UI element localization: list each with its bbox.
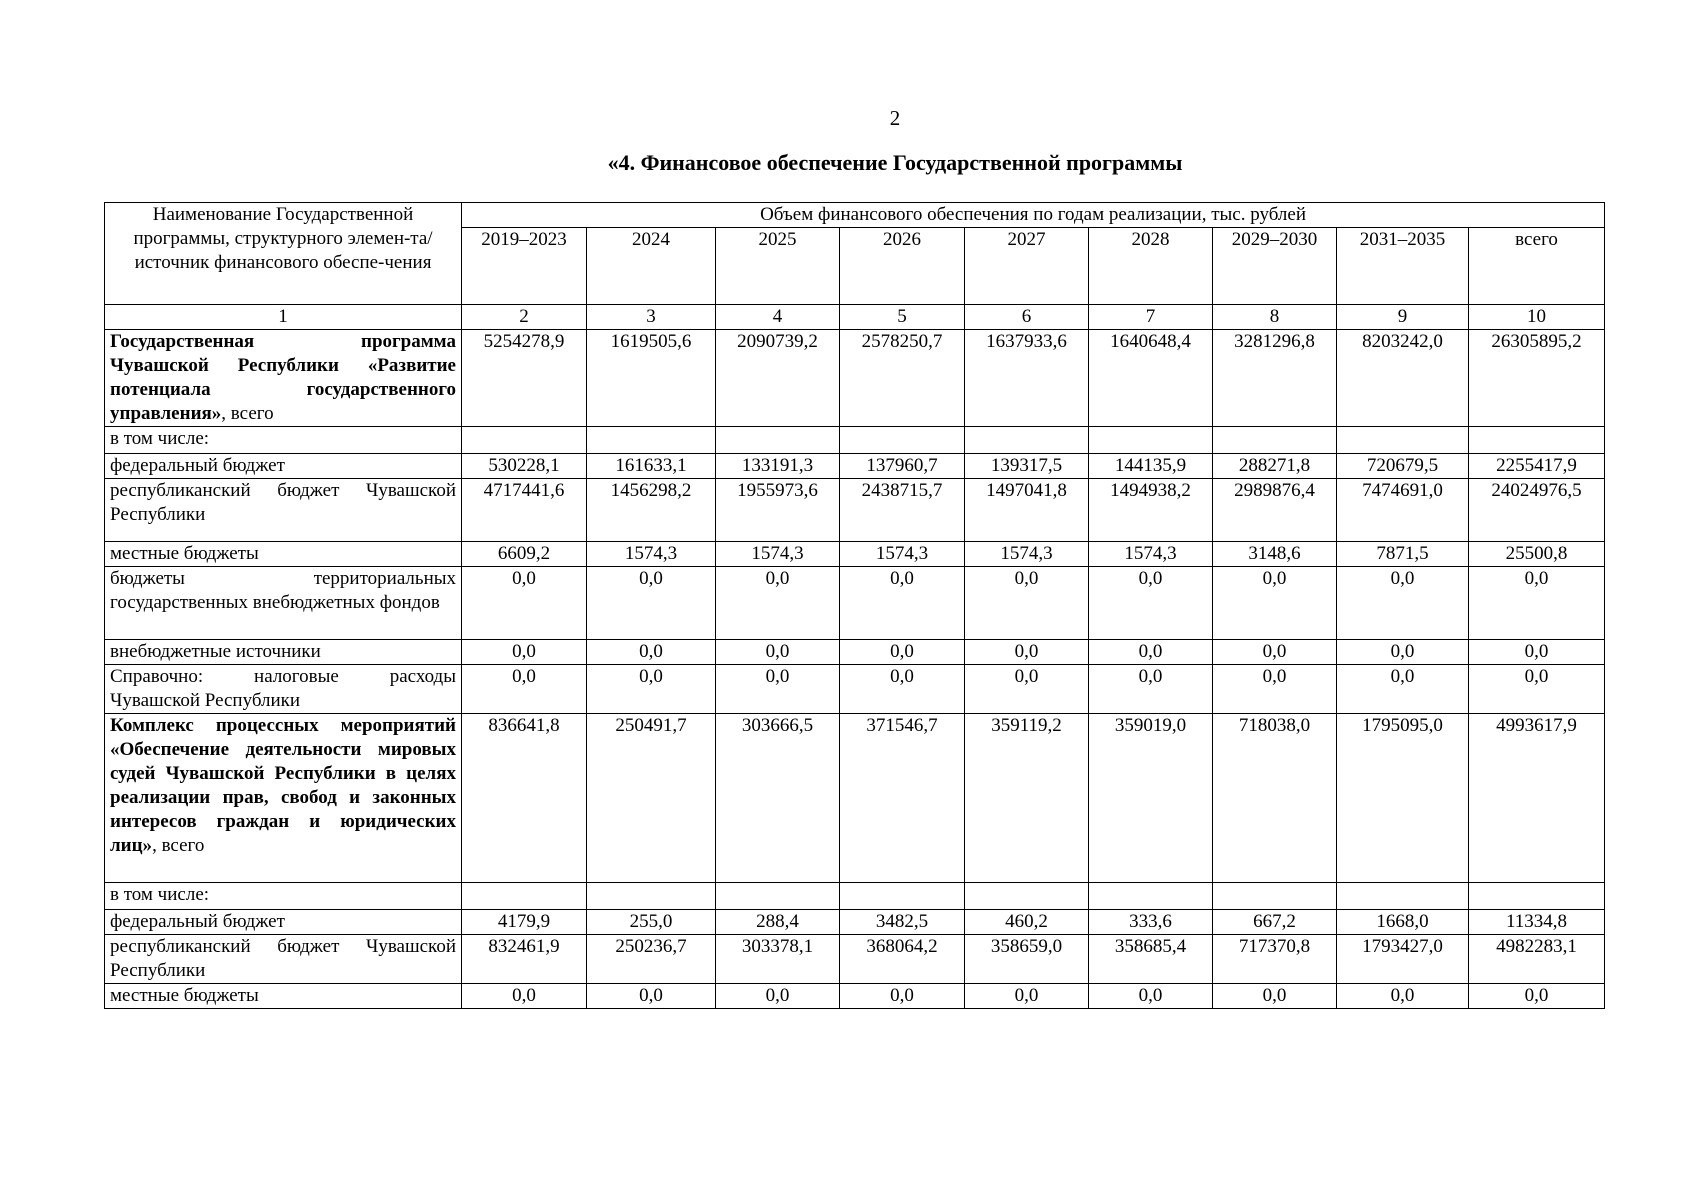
value-cell — [1337, 883, 1469, 910]
header-year: 2026 — [840, 228, 965, 305]
value-cell: 1668,0 — [1337, 910, 1469, 935]
value-cell: 24024976,5 — [1469, 479, 1605, 542]
column-number: 10 — [1469, 305, 1605, 330]
value-cell: 359019,0 — [1089, 714, 1213, 883]
value-cell: 0,0 — [840, 665, 965, 714]
value-cell: 0,0 — [1337, 640, 1469, 665]
value-cell — [716, 427, 840, 454]
column-number: 9 — [1337, 305, 1469, 330]
value-cell: 1456298,2 — [587, 479, 716, 542]
value-cell: 1793427,0 — [1337, 935, 1469, 984]
value-cell: 0,0 — [716, 984, 840, 1009]
row-label-bold: Комплекс процессных мероприятий «Обеспечение деятельности мировых судей Чувашской Республики в целях реализации прав, свобод и законных интересов граждан и юридических лиц» — [110, 715, 456, 856]
column-number: 2 — [462, 305, 587, 330]
value-cell: 460,2 — [965, 910, 1089, 935]
value-cell: 8203242,0 — [1337, 330, 1469, 427]
value-cell: 0,0 — [716, 665, 840, 714]
value-cell: 11334,8 — [1469, 910, 1605, 935]
value-cell: 0,0 — [587, 984, 716, 1009]
table-row — [105, 427, 1605, 454]
table-row — [105, 984, 1605, 1009]
table-row — [105, 935, 1605, 984]
value-cell: 0,0 — [587, 665, 716, 714]
value-cell: 4993617,9 — [1469, 714, 1605, 883]
value-cell: 4179,9 — [462, 910, 587, 935]
value-cell: 0,0 — [1213, 567, 1337, 640]
table-row — [105, 542, 1605, 567]
value-cell: 1494938,2 — [1089, 479, 1213, 542]
value-cell — [716, 883, 840, 910]
value-cell: 1795095,0 — [1337, 714, 1469, 883]
value-cell: 359119,2 — [965, 714, 1089, 883]
value-cell — [1469, 883, 1605, 910]
value-cell: 288271,8 — [1213, 454, 1337, 479]
value-cell: 0,0 — [965, 665, 1089, 714]
value-cell: 1574,3 — [840, 542, 965, 567]
value-cell: 6609,2 — [462, 542, 587, 567]
header-year: 2025 — [716, 228, 840, 305]
value-cell: 0,0 — [462, 567, 587, 640]
value-cell: 717370,8 — [1213, 935, 1337, 984]
page-number: 2 — [889, 106, 901, 130]
value-cell — [1337, 427, 1469, 454]
row-label — [105, 714, 462, 883]
row-label-suffix: , всего — [221, 403, 274, 424]
value-cell: 1574,3 — [587, 542, 716, 567]
value-cell: 303666,5 — [716, 714, 840, 883]
table-row — [105, 454, 1605, 479]
value-cell: 144135,9 — [1089, 454, 1213, 479]
value-cell: 2438715,7 — [840, 479, 965, 542]
value-cell: 137960,7 — [840, 454, 965, 479]
value-cell: 0,0 — [462, 640, 587, 665]
column-number-row — [105, 305, 1605, 330]
value-cell: 358685,4 — [1089, 935, 1213, 984]
value-cell: 1497041,8 — [965, 479, 1089, 542]
table-row — [105, 640, 1605, 665]
value-cell: 0,0 — [716, 640, 840, 665]
table-row — [105, 883, 1605, 910]
value-cell: 2255417,9 — [1469, 454, 1605, 479]
value-cell: 0,0 — [1469, 665, 1605, 714]
row-label: республиканский бюджет Чувашской Республики — [105, 479, 462, 542]
header-year: 2029–2030 — [1213, 228, 1337, 305]
value-cell: 0,0 — [1089, 567, 1213, 640]
value-cell: 0,0 — [965, 984, 1089, 1009]
row-label: местные бюджеты — [105, 542, 462, 567]
table-row — [105, 567, 1605, 640]
header-year: 2019–2023 — [462, 228, 587, 305]
value-cell: 4982283,1 — [1469, 935, 1605, 984]
value-cell: 0,0 — [1089, 984, 1213, 1009]
value-cell: 667,2 — [1213, 910, 1337, 935]
value-cell: 836641,8 — [462, 714, 587, 883]
value-cell: 0,0 — [587, 640, 716, 665]
table-body — [105, 330, 1605, 1009]
value-cell — [1469, 427, 1605, 454]
value-cell: 139317,5 — [965, 454, 1089, 479]
value-cell — [462, 427, 587, 454]
header-year: 2031–2035 — [1337, 228, 1469, 305]
value-cell: 1574,3 — [1089, 542, 1213, 567]
value-cell: 133191,3 — [716, 454, 840, 479]
value-cell — [1213, 883, 1337, 910]
value-cell: 0,0 — [716, 567, 840, 640]
value-cell: 0,0 — [1337, 984, 1469, 1009]
row-label: в том числе: — [105, 883, 462, 910]
value-cell: 0,0 — [1089, 640, 1213, 665]
value-cell: 25500,8 — [1469, 542, 1605, 567]
value-cell: 0,0 — [1089, 665, 1213, 714]
value-cell: 4717441,6 — [462, 479, 587, 542]
row-label: Справочно: налоговые расходы Чувашской Республики — [105, 665, 462, 714]
header-year: всего — [1469, 228, 1605, 305]
value-cell: 0,0 — [1213, 665, 1337, 714]
value-cell: 288,4 — [716, 910, 840, 935]
value-cell: 0,0 — [1213, 640, 1337, 665]
value-cell — [462, 883, 587, 910]
value-cell: 0,0 — [1469, 984, 1605, 1009]
value-cell: 832461,9 — [462, 935, 587, 984]
value-cell — [587, 427, 716, 454]
value-cell: 0,0 — [462, 665, 587, 714]
value-cell: 1574,3 — [716, 542, 840, 567]
column-number: 4 — [716, 305, 840, 330]
value-cell: 2989876,4 — [1213, 479, 1337, 542]
value-cell: 7871,5 — [1337, 542, 1469, 567]
document-title: «4. Финансовое обеспечение Государственной программы — [607, 150, 1183, 175]
value-cell: 1640648,4 — [1089, 330, 1213, 427]
header-year: 2027 — [965, 228, 1089, 305]
value-cell — [1089, 883, 1213, 910]
value-cell: 0,0 — [462, 984, 587, 1009]
row-label: республиканский бюджет Чувашской Республики — [105, 935, 462, 984]
value-cell: 161633,1 — [587, 454, 716, 479]
value-cell: 530228,1 — [462, 454, 587, 479]
value-cell: 718038,0 — [1213, 714, 1337, 883]
value-cell: 2578250,7 — [840, 330, 965, 427]
value-cell: 1637933,6 — [965, 330, 1089, 427]
table-row — [105, 714, 1605, 883]
header-year: 2024 — [587, 228, 716, 305]
table-row — [105, 330, 1605, 427]
row-label: внебюджетные источники — [105, 640, 462, 665]
column-number: 6 — [965, 305, 1089, 330]
value-cell: 358659,0 — [965, 935, 1089, 984]
row-label: в том числе: — [105, 427, 462, 454]
value-cell: 0,0 — [965, 567, 1089, 640]
value-cell — [965, 883, 1089, 910]
value-cell: 0,0 — [840, 567, 965, 640]
value-cell: 0,0 — [965, 640, 1089, 665]
value-cell: 7474691,0 — [1337, 479, 1469, 542]
value-cell: 2090739,2 — [716, 330, 840, 427]
value-cell: 0,0 — [1213, 984, 1337, 1009]
header-year: 2028 — [1089, 228, 1213, 305]
value-cell — [1213, 427, 1337, 454]
value-cell: 0,0 — [1469, 567, 1605, 640]
value-cell — [1089, 427, 1213, 454]
value-cell: 5254278,9 — [462, 330, 587, 427]
financing-table — [104, 202, 1605, 1009]
value-cell: 0,0 — [1469, 640, 1605, 665]
value-cell: 26305895,2 — [1469, 330, 1605, 427]
column-number: 5 — [840, 305, 965, 330]
value-cell: 3281296,8 — [1213, 330, 1337, 427]
row-label: федеральный бюджет — [105, 454, 462, 479]
value-cell: 3482,5 — [840, 910, 965, 935]
row-label: местные бюджеты — [105, 984, 462, 1009]
column-number: 7 — [1089, 305, 1213, 330]
value-cell — [965, 427, 1089, 454]
table-row — [105, 665, 1605, 714]
header-name-column: Наименование Государственной программы, структурного элемен-та/источник финансового обеспе-чения — [105, 203, 462, 305]
value-cell: 720679,5 — [1337, 454, 1469, 479]
column-number: 1 — [105, 305, 462, 330]
row-label: бюджеты территориальных государственных внебюджетных фондов — [105, 567, 462, 640]
value-cell: 368064,2 — [840, 935, 965, 984]
value-cell: 333,6 — [1089, 910, 1213, 935]
row-label — [105, 330, 462, 427]
header-row-1 — [105, 203, 1605, 228]
value-cell — [587, 883, 716, 910]
table-row — [105, 910, 1605, 935]
value-cell — [840, 883, 965, 910]
table-row — [105, 479, 1605, 542]
value-cell: 0,0 — [1337, 665, 1469, 714]
column-number: 8 — [1213, 305, 1337, 330]
value-cell: 0,0 — [1337, 567, 1469, 640]
value-cell: 0,0 — [840, 640, 965, 665]
value-cell: 1955973,6 — [716, 479, 840, 542]
value-cell: 255,0 — [587, 910, 716, 935]
column-number: 3 — [587, 305, 716, 330]
value-cell: 250236,7 — [587, 935, 716, 984]
value-cell: 0,0 — [587, 567, 716, 640]
value-cell: 303378,1 — [716, 935, 840, 984]
value-cell: 3148,6 — [1213, 542, 1337, 567]
value-cell — [840, 427, 965, 454]
value-cell: 0,0 — [840, 984, 965, 1009]
value-cell: 1619505,6 — [587, 330, 716, 427]
header-volume: Объем финансового обеспечения по годам реализации, тыс. рублей — [462, 203, 1605, 228]
value-cell: 371546,7 — [840, 714, 965, 883]
row-label-suffix: , всего — [152, 835, 205, 856]
row-label: федеральный бюджет — [105, 910, 462, 935]
value-cell: 250491,7 — [587, 714, 716, 883]
value-cell: 1574,3 — [965, 542, 1089, 567]
row-label-bold: Государственная программа Чувашской Республики «Развитие потенциала государственного управления» — [110, 331, 456, 424]
